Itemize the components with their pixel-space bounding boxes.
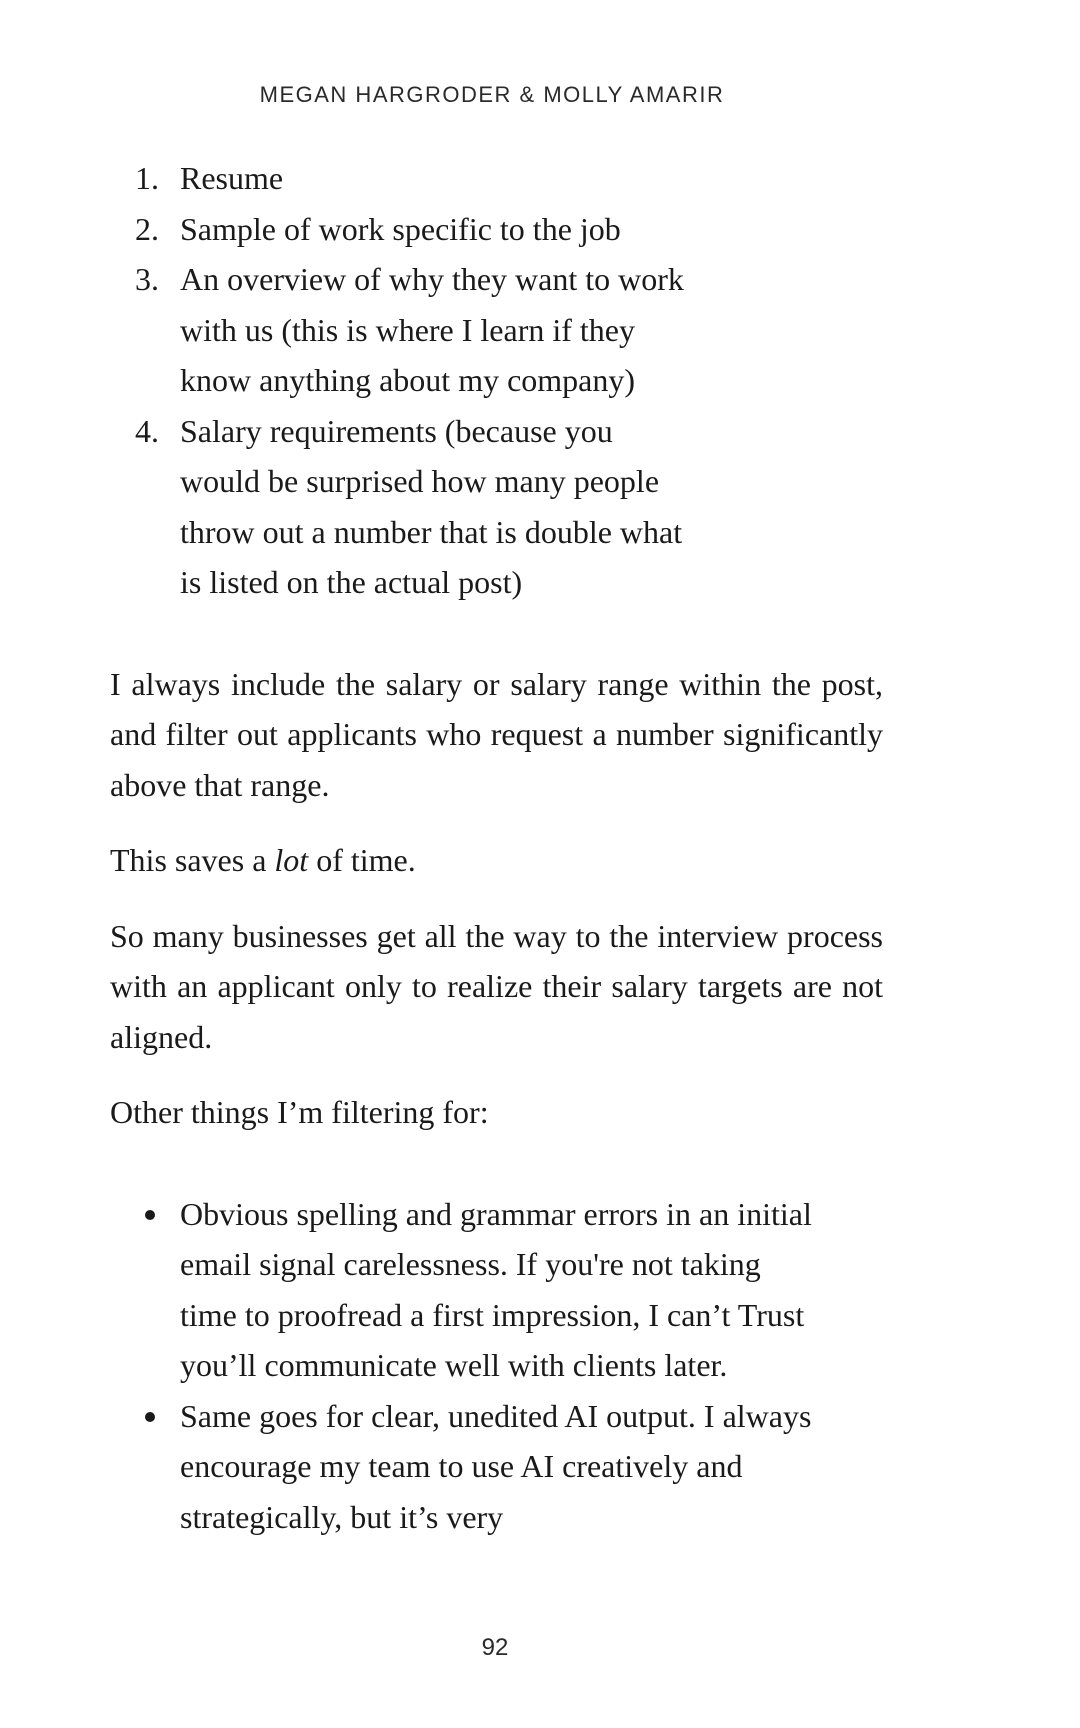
- bullet-icon: [145, 1210, 155, 1220]
- list-item: [135, 406, 692, 608]
- saves-time-text-end: of time.: [308, 842, 416, 878]
- page-body: [110, 153, 883, 1542]
- list-item-text: Resume: [180, 160, 284, 196]
- list-item-text: Sample of work specific to the job: [180, 210, 621, 247]
- list-item-text: Same goes for clear, unedited AI output. I always encourage my team to use AI creatively and strategically, but it’s very: [180, 1397, 812, 1535]
- interview-process-paragraph: So many businesses get all the way to the interview process with an applicant only to realize their salary targets are not aligned.: [110, 917, 883, 1055]
- running-header: MEGAN HARGRODER & MOLLY AMARIR: [259, 82, 725, 107]
- list-item-text: Salary requirements (because you would be surprised how many people throw out a number that is double what is listed on the actual post): [180, 412, 683, 600]
- page-number: 92: [481, 1634, 509, 1661]
- list-item-text: Obvious spelling and grammar errors in an initial email signal carelessness. If you're not taking time to proofread a first impression, I can’t Trust you’ll communicate well with clients later.: [180, 1195, 812, 1383]
- filter-criteria-list: [110, 1189, 820, 1543]
- list-item: [135, 204, 692, 255]
- bullet-icon: [145, 1412, 155, 1422]
- list-number: 3.: [135, 261, 159, 297]
- list-item: [135, 153, 692, 204]
- list-item-text: An overview of why they want to work with us (this is where I learn if they know anything about my company): [180, 261, 684, 398]
- requirements-list: [110, 153, 692, 608]
- list-item: [135, 254, 692, 406]
- list-number: 1.: [135, 160, 159, 196]
- salary-range-paragraph: I always include the salary or salary range within the post, and filter out applicants who request a number significantly above that range.: [110, 665, 883, 803]
- emphasis-lot: lot: [274, 842, 309, 878]
- other-things-paragraph: Other things I’m filtering for:: [110, 1094, 489, 1130]
- list-number: 4.: [135, 412, 159, 449]
- list-item: [180, 1391, 820, 1543]
- saves-time-paragraph: [110, 835, 883, 886]
- saves-time-text-start: This saves a: [110, 842, 275, 878]
- list-item: [180, 1189, 820, 1391]
- list-number: 2.: [135, 210, 159, 247]
